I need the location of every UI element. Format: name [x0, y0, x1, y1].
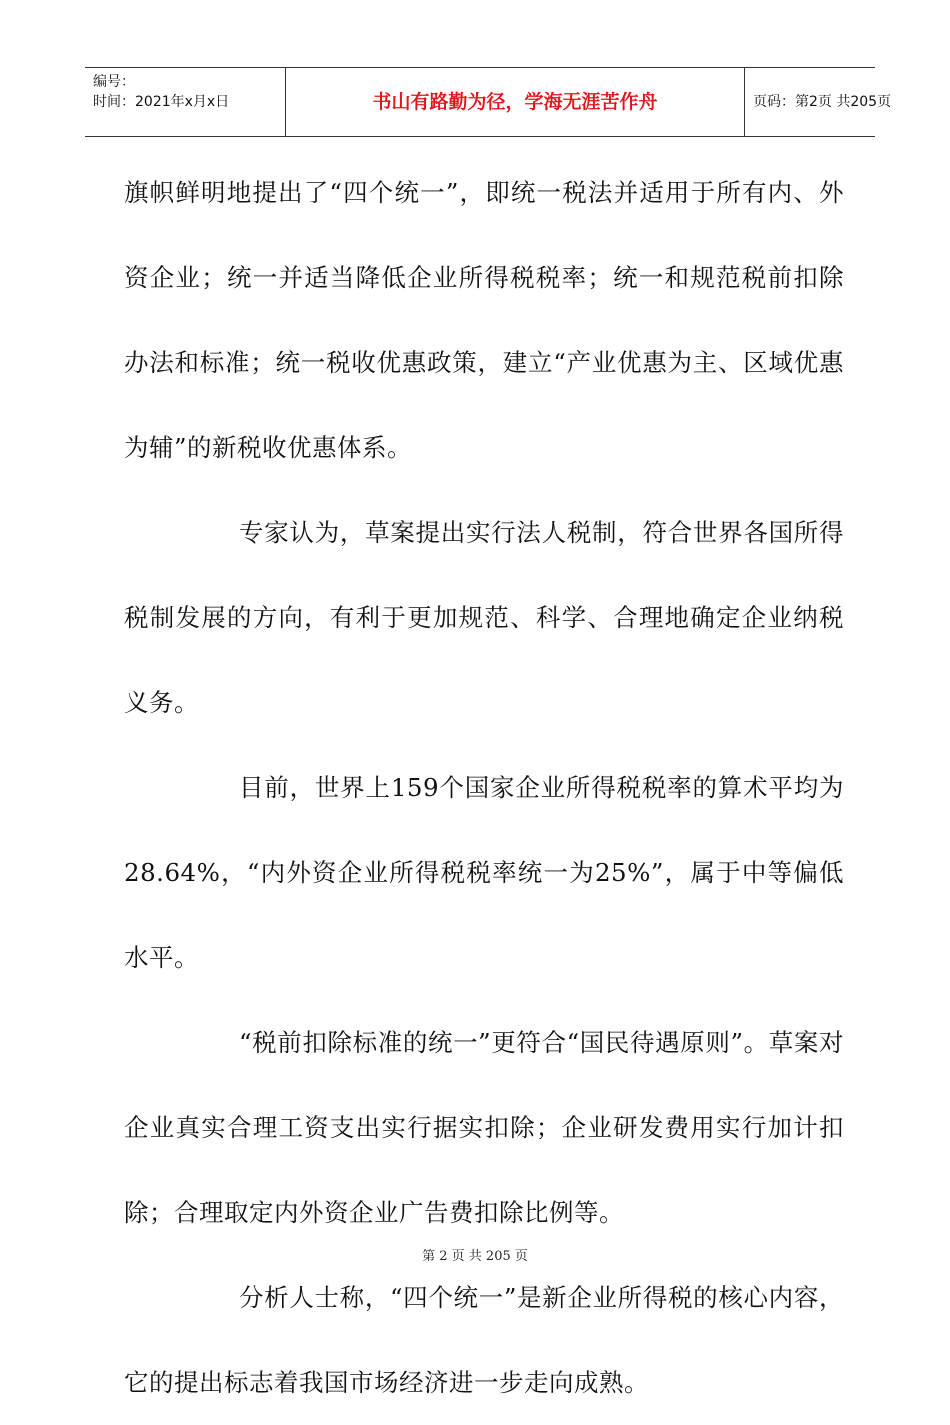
document-number-label: 编号：	[93, 74, 135, 90]
paragraph: 专家认为，草案提出实行法人税制，符合世界各国所得税制发展的方向，有利于更加规范、科学、合理地确定企业纳税义务。	[124, 518, 844, 717]
paragraph: 目前，世界上159个国家企业所得税税率的算术平均为28.64%，“内外资企业所得税税率统一为25%”，属于中等偏低水平。	[124, 773, 844, 972]
page-header	[85, 67, 892, 137]
header-meta	[85, 68, 285, 136]
paragraph: “税前扣除标准的统一”更符合“国民待遇原则”。草案对企业真实合理工资支出实行据实扣除；企业研发费用实行加计扣除；合理取定内外资企业广告费扣除比例等。	[124, 1028, 844, 1227]
header-page-code: 页码：第2页 共205页	[753, 94, 892, 110]
header-motto: 书山有路勤为径，学海无涯苦作舟	[285, 68, 745, 136]
document-body	[124, 150, 844, 1425]
paragraph: 分析人士称，“四个统一”是新企业所得税的核心内容，它的提出标志着我国市场经济进一步走向成熟。	[124, 1283, 844, 1397]
page-footer: 第 2 页 共 205 页	[422, 1249, 528, 1264]
document-time-label: 时间：2021年x月x日	[93, 94, 230, 110]
paragraph: 旗帜鲜明地提出了“四个统一”，即统一税法并适用于所有内、外资企业；统一并适当降低企业所得税税率；统一和规范税前扣除办法和标准；统一税收优惠政策，建立“产业优惠为主、区域优惠为辅”的新税收优惠体系。	[124, 178, 844, 462]
